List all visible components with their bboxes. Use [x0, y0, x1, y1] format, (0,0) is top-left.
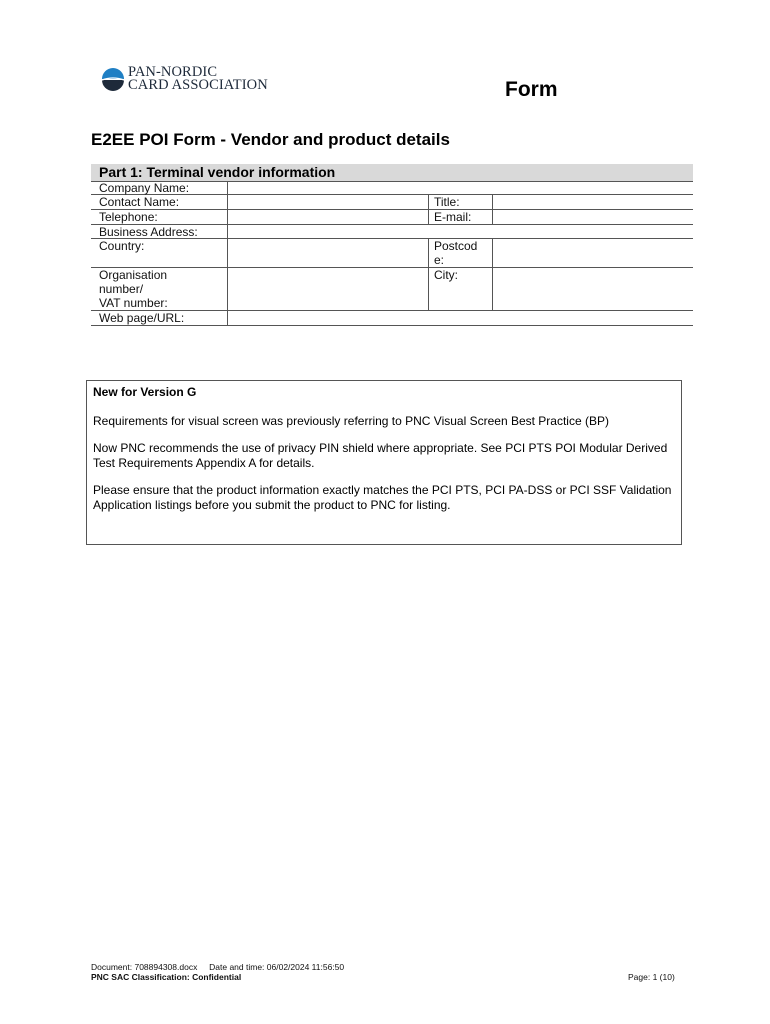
column-divider	[428, 194, 429, 224]
org-number-label-line-1: Organisation	[99, 268, 168, 282]
org-number-label	[99, 268, 168, 310]
footer-classification: PNC SAC Classification: Confidential	[91, 972, 242, 982]
pnc-logo-icon	[100, 66, 126, 92]
form-label: Form	[505, 78, 558, 101]
footer	[91, 962, 344, 982]
section-title: Part 1: Terminal vendor information	[99, 164, 336, 180]
footer-line-1	[91, 962, 344, 972]
email-label: E-mail:	[434, 210, 472, 224]
postcode-label-line-1: Postcod	[434, 239, 478, 253]
business-address-label: Business Address:	[99, 225, 198, 239]
notice-paragraph-3: Please ensure that the product information exactly matches the PCI PTS, PCI PA-DSS or PCI SSF Validation Application listings before you submit the product to PNC for listing.	[93, 483, 672, 512]
logo-text	[128, 66, 268, 92]
country-label: Country:	[99, 239, 145, 253]
logo-line-2: CARD ASSOCIATION	[128, 77, 268, 93]
contact-name-label: Contact Name:	[99, 195, 180, 209]
page-title: E2EE POI Form - Vendor and product details	[91, 130, 450, 149]
page-number: Page: 1 (10)	[628, 972, 675, 982]
row-divider	[91, 209, 693, 210]
version-notice-box	[86, 380, 682, 545]
column-divider	[428, 238, 429, 310]
telephone-label: Telephone:	[99, 210, 158, 224]
org-number-label-line-3: VAT number:	[99, 296, 168, 310]
logo-line-1: PAN-NORDIC	[128, 64, 218, 80]
row-divider	[91, 325, 693, 326]
column-divider	[492, 194, 493, 224]
postcode-label-line-2: e:	[434, 253, 445, 267]
org-number-label-line-2: number/	[99, 282, 144, 296]
city-label: City:	[434, 268, 458, 282]
notice-paragraph-2: Now PNC recommends the use of privacy PIN shield where appropriate. See PCI PTS POI Modular Derived Test Requirements Appendix A for details.	[93, 441, 668, 470]
row-divider	[91, 267, 693, 268]
web-page-label: Web page/URL:	[99, 311, 185, 325]
column-divider	[492, 238, 493, 310]
column-divider	[227, 181, 228, 326]
postcode-label	[434, 239, 477, 267]
notice-heading: New for Version G	[93, 385, 197, 399]
footer-datetime: Date and time: 06/02/2024 11:56:50	[209, 962, 345, 972]
section-header	[91, 164, 693, 181]
title-label: Title:	[434, 195, 460, 209]
company-name-label: Company Name:	[99, 181, 190, 195]
pnc-logo	[100, 66, 300, 96]
notice-paragraph-1: Requirements for visual screen was previously referring to PNC Visual Screen Best Practice (BP)	[93, 413, 609, 428]
footer-document: Document: 708894308.docx	[91, 962, 198, 972]
vendor-info-table	[91, 181, 693, 326]
